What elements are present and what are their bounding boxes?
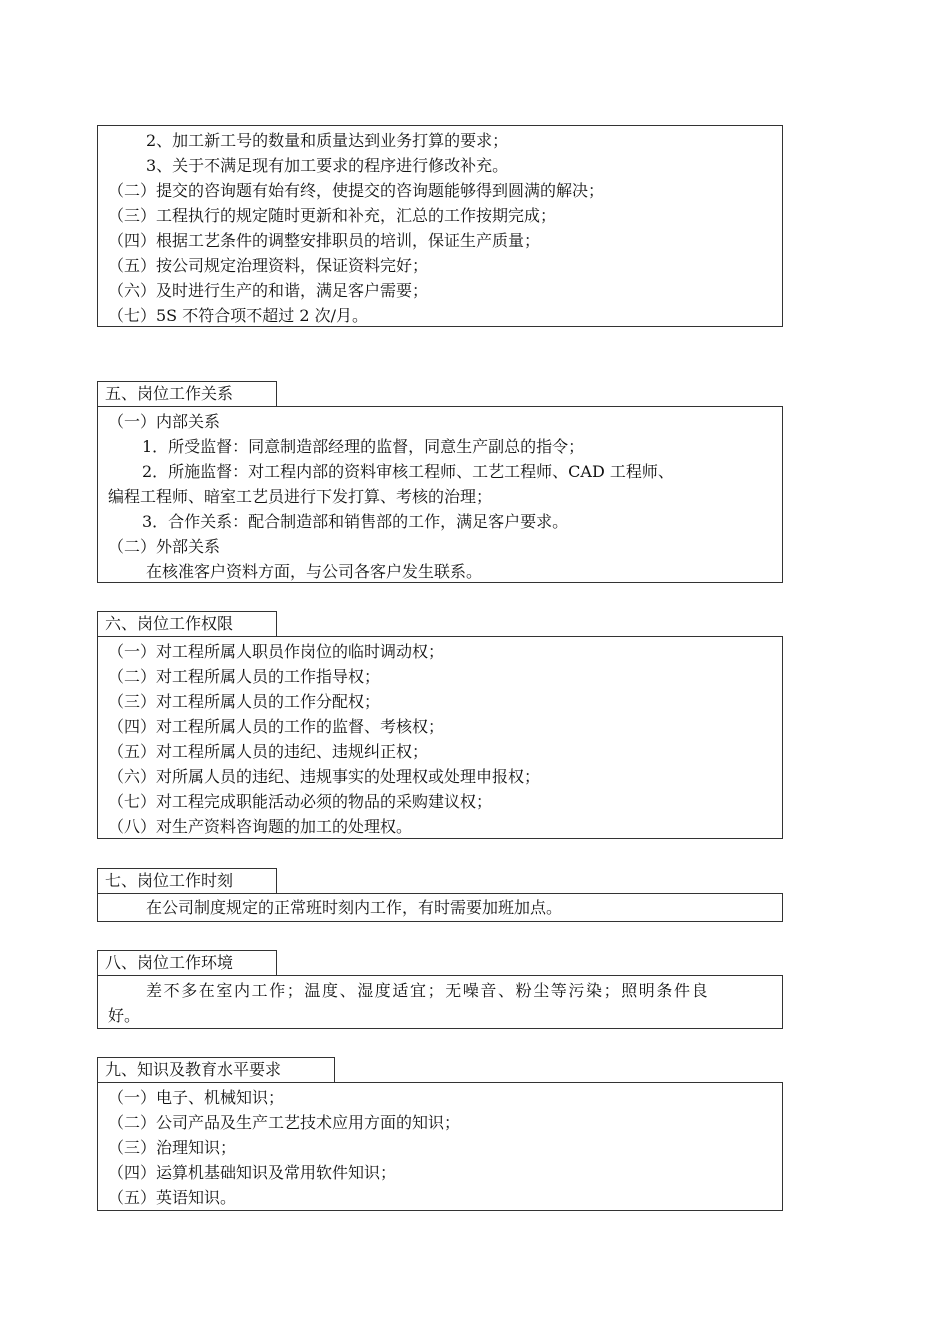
knowledge-education-box — [97, 1082, 783, 1211]
section-title-knowledge-education: 九、知识及教育水平要求 — [97, 1057, 335, 1083]
section-title-work-authority: 六、岗位工作权限 — [97, 611, 277, 637]
text-line: （三）工程执行的规定随时更新和补充，汇总的工作按期完成； — [108, 206, 557, 225]
text-line: （八）对生产资料咨询题的加工的处理权。 — [108, 817, 413, 836]
text-line: （三）治理知识； — [108, 1138, 237, 1157]
text-line: （三）对工程所属人员的工作分配权； — [108, 692, 381, 711]
text-line: 好。 — [108, 1006, 141, 1025]
text-line: （六）对所属人员的违纪、违规事实的处理权或处理申报权； — [108, 767, 541, 786]
text-line: 1．所受监督：同意制造部经理的监督，同意生产副总的指令； — [142, 437, 585, 456]
text-line: （一）电子、机械知识； — [108, 1088, 285, 1107]
text-line: 2．所施监督：对工程内部的资料审核工程师、工艺工程师、CAD 工程师、 — [142, 462, 674, 481]
text-line: 在核准客户资料方面，与公司各客户发生联系。 — [146, 562, 483, 581]
text-line: （二）提交的咨询题有始有终，使提交的咨询题能够得到圆满的解决； — [108, 181, 605, 200]
text-line: （七）5S 不符合项不超过 2 次/月。 — [108, 306, 368, 325]
text-line: （二）公司产品及生产工艺技术应用方面的知识； — [108, 1113, 461, 1132]
text-line: （二）外部关系 — [108, 537, 221, 556]
text-line: （四）根据工艺条件的调整安排职员的培训，保证生产质量； — [108, 231, 541, 250]
text-line: 3、关于不满足现有加工要求的程序进行修改补充。 — [146, 156, 509, 175]
responsibility-standards-box — [97, 125, 783, 327]
text-line: 差不多在室内工作；温度、湿度适宜；无噪音、粉尘等污染；照明条件良 — [146, 981, 710, 1000]
text-line: 在公司制度规定的正常班时刻内工作，有时需要加班加点。 — [146, 898, 563, 917]
text-line: （五）对工程所属人员的违纪、违规纠正权； — [108, 742, 429, 761]
text-line: 编程工程师、暗室工艺员进行下发打算、考核的治理； — [108, 487, 493, 506]
text-line: （五）按公司规定治理资料，保证资料完好； — [108, 256, 429, 275]
text-line: （一）对工程所属人职员作岗位的临时调动权； — [108, 642, 445, 661]
text-line: （一）内部关系 — [108, 412, 221, 431]
text-line: （四）对工程所属人员的工作的监督、考核权； — [108, 717, 445, 736]
text-line: （六）及时进行生产的和谐，满足客户需要； — [108, 281, 429, 300]
work-relations-box — [97, 406, 783, 583]
text-line: （四）运算机基础知识及常用软件知识； — [108, 1163, 397, 1182]
section-title-work-environment: 八、岗位工作环境 — [97, 950, 277, 976]
text-line: 2、加工新工号的数量和质量达到业务打算的要求； — [146, 131, 509, 150]
text-line: （二）对工程所属人员的工作指导权； — [108, 667, 381, 686]
section-title-work-relations: 五、岗位工作关系 — [97, 381, 277, 407]
text-line: 3．合作关系：配合制造部和销售部的工作，满足客户要求。 — [142, 512, 569, 531]
text-line: （七）对工程完成职能活动必须的物品的采购建议权； — [108, 792, 493, 811]
section-title-work-time: 七、岗位工作时刻 — [97, 868, 277, 894]
work-environment-box — [97, 975, 783, 1029]
text-line: （五）英语知识。 — [108, 1188, 237, 1207]
work-authority-box — [97, 636, 783, 839]
work-time-box — [97, 893, 783, 922]
